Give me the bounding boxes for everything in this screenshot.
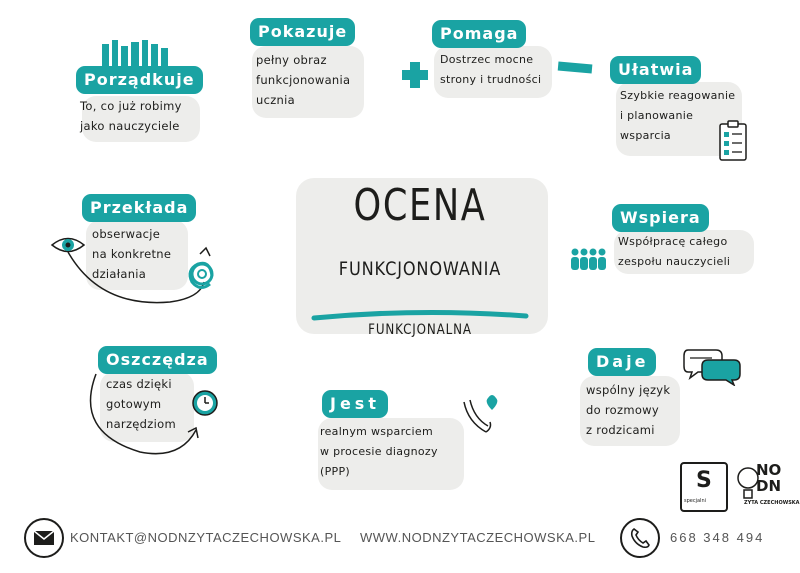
checklist-icon bbox=[718, 120, 750, 162]
pokazuje-line-1: pełny obraz bbox=[256, 53, 327, 67]
wspiera-line-1: Współpracę całego bbox=[618, 235, 728, 248]
footer-phone[interactable]: 668 348 494 bbox=[670, 530, 765, 545]
spiral-arrow-icon bbox=[60, 246, 220, 316]
specjalni-logo-s: S bbox=[696, 468, 712, 493]
pomaga-label: Pomaga bbox=[432, 20, 526, 48]
jest-line-2: w procesie diagnozy bbox=[320, 445, 438, 458]
porzadkuje-text bbox=[80, 96, 182, 136]
specjalni-logo bbox=[680, 462, 728, 512]
pokazuje-line-3: ucznia bbox=[256, 93, 295, 107]
pokazuje-text bbox=[256, 50, 350, 110]
oszczedza-line-3: narzędziom bbox=[106, 417, 176, 431]
ulatwia-line-1: Szybkie reagowanie bbox=[620, 89, 736, 102]
wspiera-line-2: zespołu nauczycieli bbox=[618, 255, 731, 268]
daje-line-1: wspólny język bbox=[586, 383, 671, 397]
curve-arrow-icon bbox=[80, 372, 206, 462]
pomaga-line-1: Dostrzec mocne bbox=[440, 53, 534, 66]
center-tagline: FUNKCJONALNA bbox=[368, 322, 472, 338]
people-icon bbox=[570, 246, 608, 272]
przeklada-line-2: na konkretne bbox=[92, 247, 172, 261]
nodn-logo-subtext: ZYTA CZECHOWSKA bbox=[744, 500, 800, 506]
pokazuje-line-2: funkcjonowania bbox=[256, 73, 351, 87]
pokazuje-label: Pokazuje bbox=[250, 18, 355, 46]
center-title: OCENA bbox=[353, 180, 487, 231]
phone-glyph bbox=[622, 520, 658, 556]
przeklada-label: Przekłada bbox=[82, 194, 196, 222]
pomaga-line-2: strony i trudności bbox=[440, 73, 542, 86]
porzadkuje-label: Porządkuje bbox=[76, 66, 203, 94]
center-subtitle: FUNKCJONOWANIA bbox=[338, 258, 502, 280]
oszczedza-label: Oszczędza bbox=[98, 346, 217, 374]
phone-icon[interactable] bbox=[620, 518, 660, 558]
porzadkuje-line-1: To, co już robimy bbox=[80, 99, 182, 113]
footer-email[interactable]: KONTAKT@NODNZYTACZECHOWSKA.PL bbox=[70, 530, 342, 545]
ulatwia-line-2: i planowanie bbox=[620, 109, 694, 122]
wspiera-label: Wspiera bbox=[612, 204, 709, 232]
nodn-logo-text: NO DN bbox=[756, 461, 782, 495]
specjalni-logo-text: specjalni bbox=[684, 498, 707, 504]
envelope-icon[interactable] bbox=[24, 518, 64, 558]
daje-line-3: z rodzicami bbox=[586, 423, 655, 437]
daje-line-2: do rozmowy bbox=[586, 403, 659, 417]
heart-hand-icon bbox=[460, 392, 504, 438]
wspiera-text bbox=[618, 232, 730, 272]
footer-website[interactable]: WWW.NODNZYTACZECHOWSKA.PL bbox=[360, 530, 596, 545]
przeklada-line-1: obserwacje bbox=[92, 227, 161, 241]
jest-text bbox=[320, 422, 438, 482]
envelope-glyph bbox=[26, 520, 62, 556]
oszczedza-line-1: czas dzięki bbox=[106, 377, 172, 391]
minus-icon bbox=[556, 60, 596, 76]
jest-line-1: realnym wsparciem bbox=[320, 425, 433, 438]
przeklada-line-3: działania bbox=[92, 267, 147, 281]
daje-label: Daje bbox=[588, 348, 656, 376]
nodn-logo bbox=[736, 461, 800, 512]
ulatwia-line-3: wsparcia bbox=[620, 129, 671, 142]
jest-line-3: (PPP) bbox=[320, 465, 350, 478]
daje-text bbox=[586, 380, 670, 440]
speech-bubbles-icon bbox=[682, 346, 742, 386]
jest-label: Jest bbox=[322, 390, 388, 418]
plus-icon bbox=[400, 60, 430, 90]
oszczedza-line-2: gotowym bbox=[106, 397, 162, 411]
pomaga-text bbox=[440, 50, 541, 90]
ulatwia-label: Ułatwia bbox=[610, 56, 701, 84]
porzadkuje-line-2: jako nauczyciele bbox=[80, 119, 180, 133]
